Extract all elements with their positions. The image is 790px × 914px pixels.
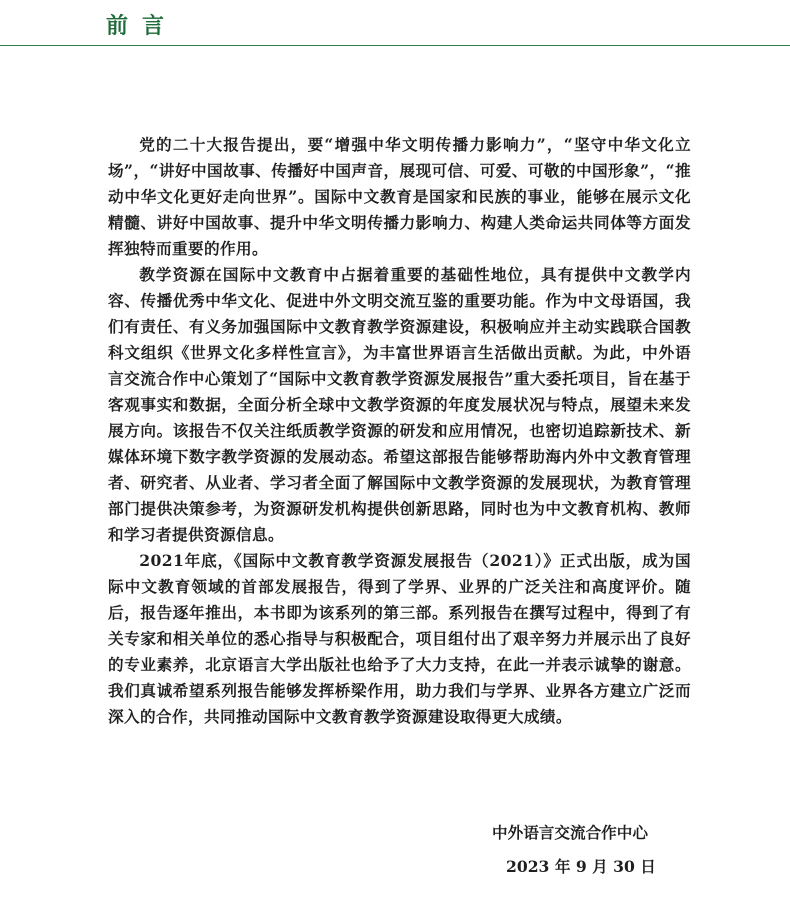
page-header (0, 0, 790, 48)
paragraph-1: 党的二十大报告提出，要“增强中华文明传播力影响力”，“坚守中华文化立场”，“讲好中国故事、传播好中国声音，展现可信、可爱、可敬的中国形象”，“推动中华文化更好走向世界”。国际中文教育是国家和民族的事业，能够在展示文化精髓、讲好中国故事、提升中华文明传播力影响力、构建人类命运共同体等方面发挥独特而重要的作用。 (108, 135, 691, 258)
header-rule (0, 45, 790, 46)
signature-organization: 中外语言交流合作中心 (492, 823, 648, 842)
signature-block (470, 820, 690, 880)
page-title: 前言 (106, 13, 179, 39)
paragraph-2: 教学资源在国际中文教育中占据着重要的基础性地位，具有提供中文教学内容、传播优秀中华文化、促进中外文明交流互鉴的重要功能。作为中文母语国，我们有责任、有义务加强国际中文教育教学资源建设，积极响应并主动实践联合国教科文组织《世界文化多样性宣言》，为丰富世界语言生活做出贡献。为此，中外语言交流合作中心策划了“国际中文教育教学资源发展报告”重大委托项目，旨在基于客观事实和数据，全面分析全球中文教学资源的年度发展状况与特点，展望未来发展方向。该报告不仅关注纸质教学资源的研发和应用情况，也密切追踪新技术、新媒体环境下数字教学资源的发展动态。希望这部报告能够帮助海内外中文教育管理者、研究者、从业者、学习者全面了解国际中文教学资源的发展现状，为教育管理部门提供决策参考，为资源研发机构提供创新思路，同时也为中文教育机构、教师和学习者提供资源信息。 (108, 265, 691, 544)
signature-date: 2023 年 9 月 30 日 (506, 857, 656, 876)
paragraph-3: 2021年底，《国际中文教育教学资源发展报告（2021）》正式出版，成为国际中文教育领域的首部发展报告，得到了学界、业界的广泛关注和高度评价。随后，报告逐年推出，本书即为该系列的第三部。系列报告在撰写过程中，得到了有关专家和相关单位的悉心指导与积极配合，项目组付出了艰辛努力并展示出了良好的专业素养，北京语言大学出版社也给予了大力支持，在此一并表示诚挚的谢意。我们真诚希望系列报告能够发挥桥梁作用，助力我们与学界、业界各方建立广泛而深入的合作，共同推动国际中文教育教学资源建设取得更大成绩。 (108, 551, 691, 726)
preface-body (108, 132, 691, 730)
